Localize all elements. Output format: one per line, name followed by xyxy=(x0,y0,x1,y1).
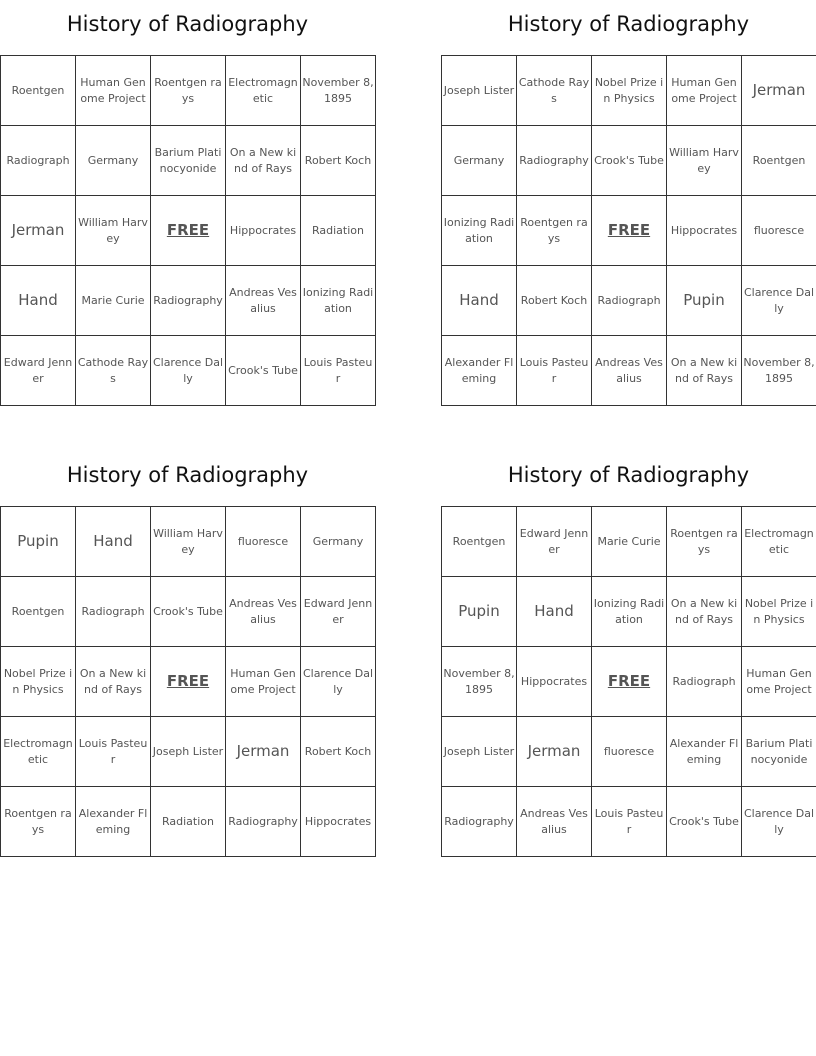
bingo-cell: Andreas Vesalius xyxy=(517,787,592,857)
bingo-cell: Human Genome Project xyxy=(667,56,742,126)
free-space-cell: FREE xyxy=(592,647,667,717)
bingo-cell: Alexander Fleming xyxy=(442,336,517,406)
bingo-cell: Crook's Tube xyxy=(151,577,226,647)
bingo-cell: Electromagnetic xyxy=(742,507,816,577)
bingo-cell: Jerman xyxy=(742,56,816,126)
bingo-cell: Crook's Tube xyxy=(592,126,667,196)
bingo-cell: Hand xyxy=(1,266,76,336)
bingo-cell: Hippocrates xyxy=(226,196,301,266)
bingo-cell: Clarence Dally xyxy=(742,787,816,857)
bingo-grid xyxy=(441,506,816,857)
bingo-cell: Pupin xyxy=(667,266,742,336)
free-space-cell: FREE xyxy=(151,196,226,266)
card-title: History of Radiography xyxy=(507,12,750,36)
card-title: History of Radiography xyxy=(66,12,309,36)
bingo-cell: Louis Pasteur xyxy=(76,717,151,787)
bingo-cell: Andreas Vesalius xyxy=(226,266,301,336)
bingo-cell: Radiograph xyxy=(76,577,151,647)
bingo-cell: Electromagnetic xyxy=(1,717,76,787)
bingo-cell: Edward Jenner xyxy=(1,336,76,406)
bingo-cell: Radiography xyxy=(151,266,226,336)
bingo-cell: Alexander Fleming xyxy=(667,717,742,787)
free-space-cell: FREE xyxy=(592,196,667,266)
bingo-cell: Andreas Vesalius xyxy=(226,577,301,647)
bingo-cell: Joseph Lister xyxy=(442,717,517,787)
bingo-cell: Human Genome Project xyxy=(742,647,816,717)
bingo-cell: Radiography xyxy=(517,126,592,196)
bingo-cell: On a New kind of Rays xyxy=(667,336,742,406)
bingo-cell: Radiograph xyxy=(592,266,667,336)
bingo-cell: Germany xyxy=(442,126,517,196)
bingo-cell: fluoresce xyxy=(742,196,816,266)
bingo-cell: Pupin xyxy=(1,507,76,577)
bingo-cell: Clarence Dally xyxy=(301,647,376,717)
bingo-cell: Louis Pasteur xyxy=(301,336,376,406)
bingo-cell: Clarence Dally xyxy=(151,336,226,406)
bingo-cell: Radiation xyxy=(301,196,376,266)
bingo-cell: Roentgen rays xyxy=(667,507,742,577)
bingo-cell: Marie Curie xyxy=(76,266,151,336)
bingo-cell: Barium Platinocyonide xyxy=(151,126,226,196)
bingo-cell: Robert Koch xyxy=(301,126,376,196)
bingo-cell: Cathode Rays xyxy=(76,336,151,406)
bingo-cell: Radiograph xyxy=(667,647,742,717)
bingo-cell: Edward Jenner xyxy=(517,507,592,577)
bingo-cell: Roentgen xyxy=(1,577,76,647)
bingo-cell: Ionizing Radiation xyxy=(301,266,376,336)
bingo-cell: Barium Platinocyonide xyxy=(742,717,816,787)
bingo-cell: Marie Curie xyxy=(592,507,667,577)
bingo-cell: Nobel Prize in Physics xyxy=(742,577,816,647)
bingo-cell: Pupin xyxy=(442,577,517,647)
bingo-cell: Louis Pasteur xyxy=(517,336,592,406)
bingo-cell: Roentgen rays xyxy=(517,196,592,266)
bingo-cell: Hand xyxy=(76,507,151,577)
bingo-cell: Hippocrates xyxy=(517,647,592,717)
bingo-cell: Robert Koch xyxy=(517,266,592,336)
bingo-cell: Jerman xyxy=(226,717,301,787)
bingo-cell: Human Genome Project xyxy=(226,647,301,717)
bingo-cell: Joseph Lister xyxy=(151,717,226,787)
bingo-cell: Radiograph xyxy=(1,126,76,196)
bingo-cell: Roentgen xyxy=(1,56,76,126)
bingo-cell: Germany xyxy=(301,507,376,577)
bingo-cell: Hand xyxy=(442,266,517,336)
bingo-cell: fluoresce xyxy=(226,507,301,577)
bingo-cell: Robert Koch xyxy=(301,717,376,787)
free-space-cell: FREE xyxy=(151,647,226,717)
bingo-cell: Andreas Vesalius xyxy=(592,336,667,406)
bingo-cell: Roentgen rays xyxy=(1,787,76,857)
bingo-cell: Ionizing Radiation xyxy=(592,577,667,647)
bingo-cell: Nobel Prize in Physics xyxy=(592,56,667,126)
bingo-cell: Hand xyxy=(517,577,592,647)
bingo-cell: Hippocrates xyxy=(301,787,376,857)
bingo-cell: Jerman xyxy=(517,717,592,787)
bingo-cell: Electromagnetic xyxy=(226,56,301,126)
bingo-cell: Germany xyxy=(76,126,151,196)
bingo-cell: On a New kind of Rays xyxy=(667,577,742,647)
bingo-grid xyxy=(0,506,376,857)
bingo-cell: Nobel Prize in Physics xyxy=(1,647,76,717)
bingo-cell: Ionizing Radiation xyxy=(442,196,517,266)
bingo-cell: Hippocrates xyxy=(667,196,742,266)
bingo-cell: Jerman xyxy=(1,196,76,266)
bingo-cell: William Harvey xyxy=(151,507,226,577)
bingo-cell: Crook's Tube xyxy=(667,787,742,857)
bingo-cell: fluoresce xyxy=(592,717,667,787)
bingo-cell: Human Genome Project xyxy=(76,56,151,126)
card-title: History of Radiography xyxy=(507,463,750,487)
bingo-cell: Roentgen xyxy=(742,126,816,196)
bingo-cell: William Harvey xyxy=(76,196,151,266)
bingo-cell: Joseph Lister xyxy=(442,56,517,126)
bingo-cell: November 8, 1895 xyxy=(742,336,816,406)
bingo-grid xyxy=(0,55,376,406)
bingo-cell: On a New kind of Rays xyxy=(76,647,151,717)
bingo-cell: Cathode Rays xyxy=(517,56,592,126)
bingo-cell: Clarence Dally xyxy=(742,266,816,336)
bingo-cell: November 8, 1895 xyxy=(442,647,517,717)
bingo-cell: Radiography xyxy=(226,787,301,857)
bingo-grid xyxy=(441,55,816,406)
bingo-cell: Radiography xyxy=(442,787,517,857)
bingo-cell: Roentgen xyxy=(442,507,517,577)
bingo-cell: William Harvey xyxy=(667,126,742,196)
bingo-cell: Roentgen rays xyxy=(151,56,226,126)
bingo-cell: Louis Pasteur xyxy=(592,787,667,857)
bingo-cell: On a New kind of Rays xyxy=(226,126,301,196)
bingo-cell: Radiation xyxy=(151,787,226,857)
bingo-cell: Edward Jenner xyxy=(301,577,376,647)
bingo-cell: Crook's Tube xyxy=(226,336,301,406)
card-title: History of Radiography xyxy=(66,463,309,487)
bingo-cell: Alexander Fleming xyxy=(76,787,151,857)
bingo-cell: November 8, 1895 xyxy=(301,56,376,126)
